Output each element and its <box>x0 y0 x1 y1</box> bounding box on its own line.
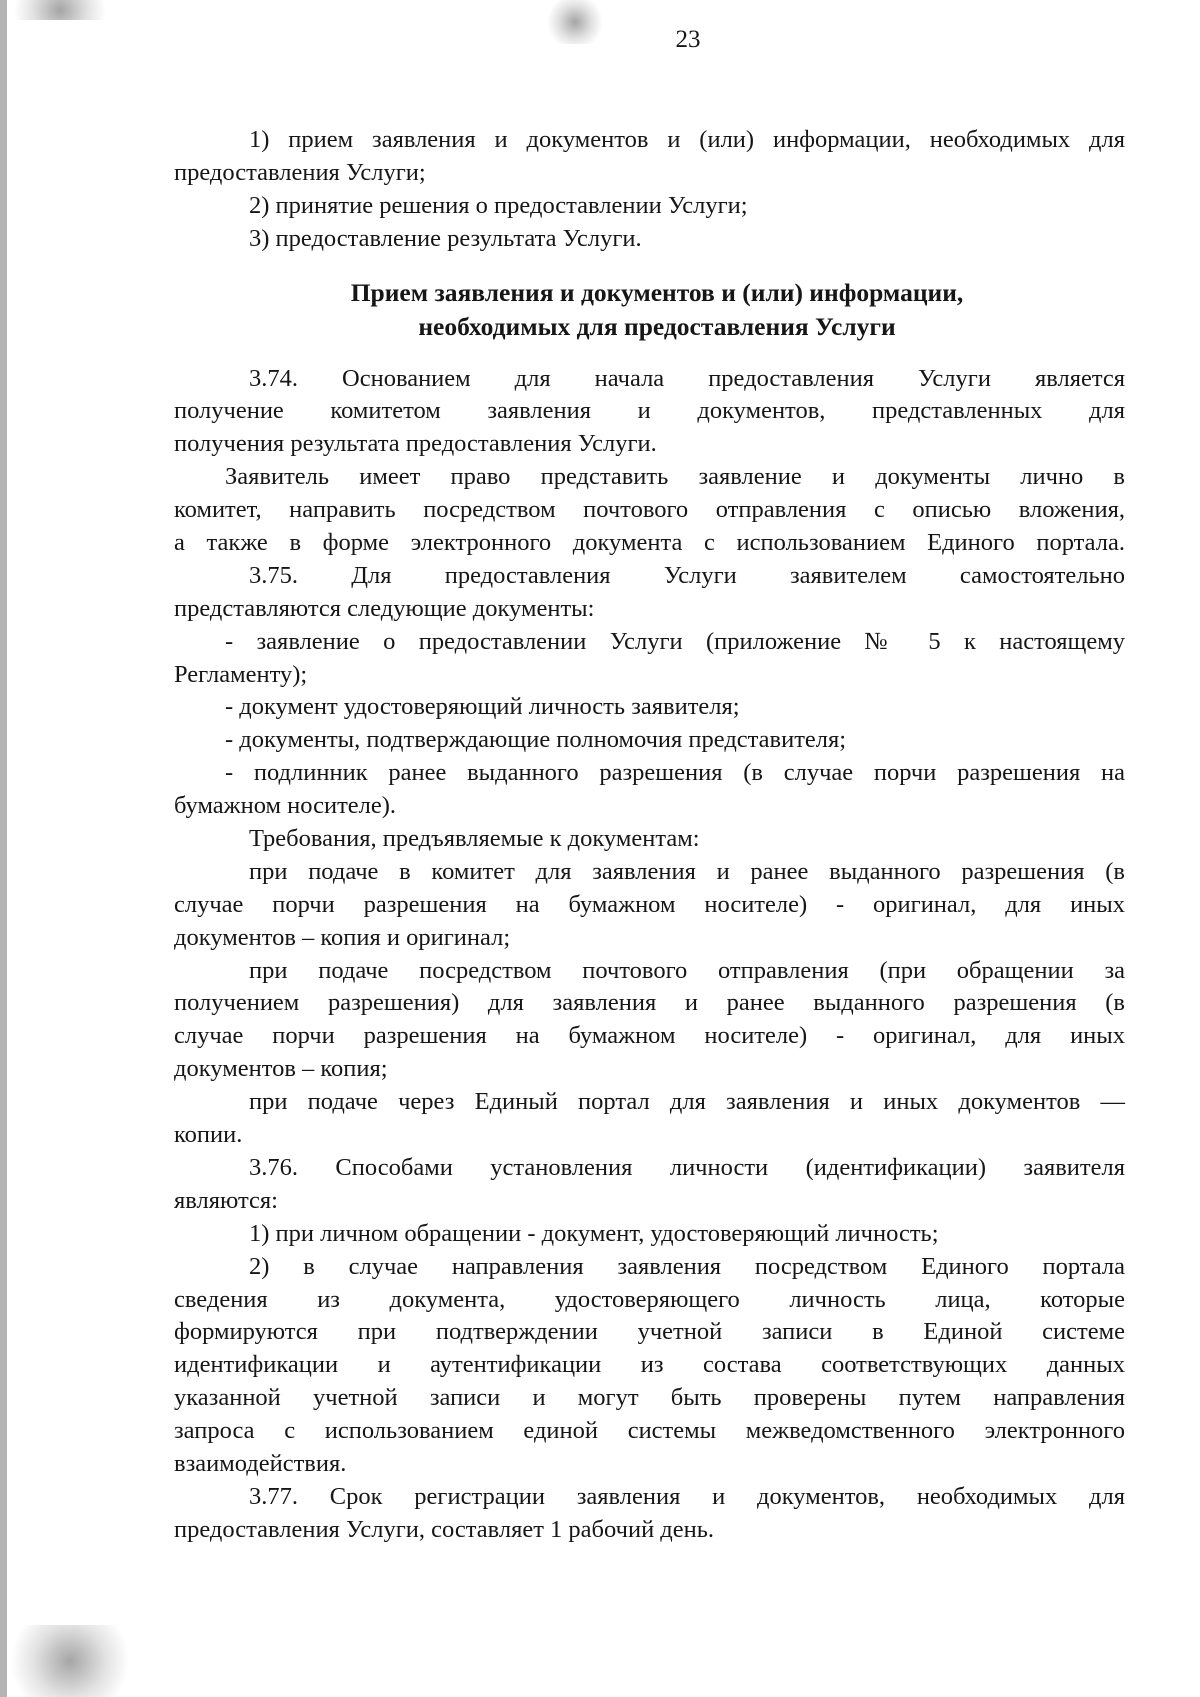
paragraph-line: документов – копия и оригинал; <box>174 923 511 951</box>
paragraph-line: при подаче в комитет для заявления и ранее выданного разрешения (в <box>249 857 1125 885</box>
paragraph-line: 3.77. Срок регистрации заявления и документов, необходимых для <box>249 1482 1125 1510</box>
paragraph-line: получение комитетом заявления и документов, представленных для <box>174 397 1125 425</box>
paragraph-line: предоставления Услуги, составляет 1 рабочий день. <box>174 1515 715 1543</box>
paragraph-line: представляются следующие документы: <box>174 594 595 622</box>
paragraph-line: - заявление о предоставлении Услуги (приложение № 5 к настоящему <box>225 627 1125 655</box>
scan-border <box>0 0 7 1697</box>
paragraph-line: 1) прием заявления и документов и (или) информации, необходимых для <box>249 126 1125 153</box>
paragraph-line: комитет, направить посредством почтового отправления с описью вложения, <box>174 496 1125 524</box>
paragraph-line: при подаче через Единый портал для заявления и иных документов — <box>249 1088 1125 1116</box>
paragraph-line: 1) при личном обращении - документ, удостоверяющий личность; <box>249 1219 939 1247</box>
paragraph-line: случае порчи разрешения на бумажном носителе) - оригинал, для иных <box>174 890 1125 918</box>
paragraph-line: документов – копия; <box>174 1055 388 1083</box>
paragraph-line: бумажном носителе). <box>174 792 397 820</box>
paragraph-line: случае порчи разрешения на бумажном носителе) - оригинал, для иных <box>174 1022 1125 1050</box>
paragraph-line: взаимодействия. <box>174 1449 347 1477</box>
page-number: 23 <box>675 26 701 53</box>
paragraph-line: предоставления Услуги; <box>174 158 426 186</box>
paragraph-line: сведения из документа, удостоверяющего личность лица, которые <box>174 1285 1125 1313</box>
scan-noise <box>0 1625 140 1697</box>
paragraph-line: получения результата предоставления Услуги. <box>174 430 657 458</box>
paragraph-line: Регламенту); <box>174 660 308 688</box>
paragraph-line: - документы, подтверждающие полномочия представителя; <box>225 726 847 754</box>
heading-line: необходимых для предоставления Услуги <box>418 311 896 341</box>
paragraph-line: Заявитель имеет право представить заявление и документы лично в <box>225 463 1125 491</box>
scan-noise <box>0 0 120 20</box>
paragraph-line: а также в форме электронного документа с использованием Единого портала. <box>174 529 1125 557</box>
paragraph-line: Требования, предъявляемые к документам: <box>249 825 700 853</box>
paragraph-line: - документ удостоверяющий личность заявителя; <box>225 693 740 721</box>
paragraph-line: копии. <box>174 1121 243 1149</box>
paragraph-line: идентификации и аутентификации из состава соответствующих данных <box>174 1351 1125 1379</box>
paragraph-line: 3.75. Для предоставления Услуги заявителем самостоятельно <box>249 561 1125 589</box>
paragraph-line: получением разрешения) для заявления и ранее выданного разрешения (в <box>174 989 1125 1017</box>
paragraph-line: являются: <box>174 1186 278 1214</box>
paragraph-line: 3) предоставление результата Услуги. <box>249 224 642 252</box>
heading-line: Прием заявления и документов и (или) информации, <box>350 277 964 307</box>
section-heading <box>174 276 1125 344</box>
paragraph-line: 2) в случае направления заявления посредством Единого портала <box>249 1252 1125 1280</box>
document-body <box>174 124 1125 1547</box>
paragraph-line: при подаче посредством почтового отправления (при обращении за <box>249 956 1125 984</box>
paragraph-line: 3.74. Основанием для начала предоставления Услуги является <box>249 364 1125 392</box>
paragraph-line: 3.76. Способами установления личности (идентификации) заявителя <box>249 1153 1125 1181</box>
paragraph-line: запроса с использованием единой системы межведомственного электронного <box>174 1417 1125 1445</box>
paragraph-line: формируются при подтверждении учетной записи в Единой системе <box>174 1318 1125 1346</box>
paragraph-line: указанной учетной записи и могут быть проверены путем направления <box>174 1384 1125 1412</box>
paragraph-line: - подлинник ранее выданного разрешения (в случае порчи разрешения на <box>225 759 1125 787</box>
paragraph-line: 2) принятие решения о предоставлении Услуги; <box>249 191 748 219</box>
